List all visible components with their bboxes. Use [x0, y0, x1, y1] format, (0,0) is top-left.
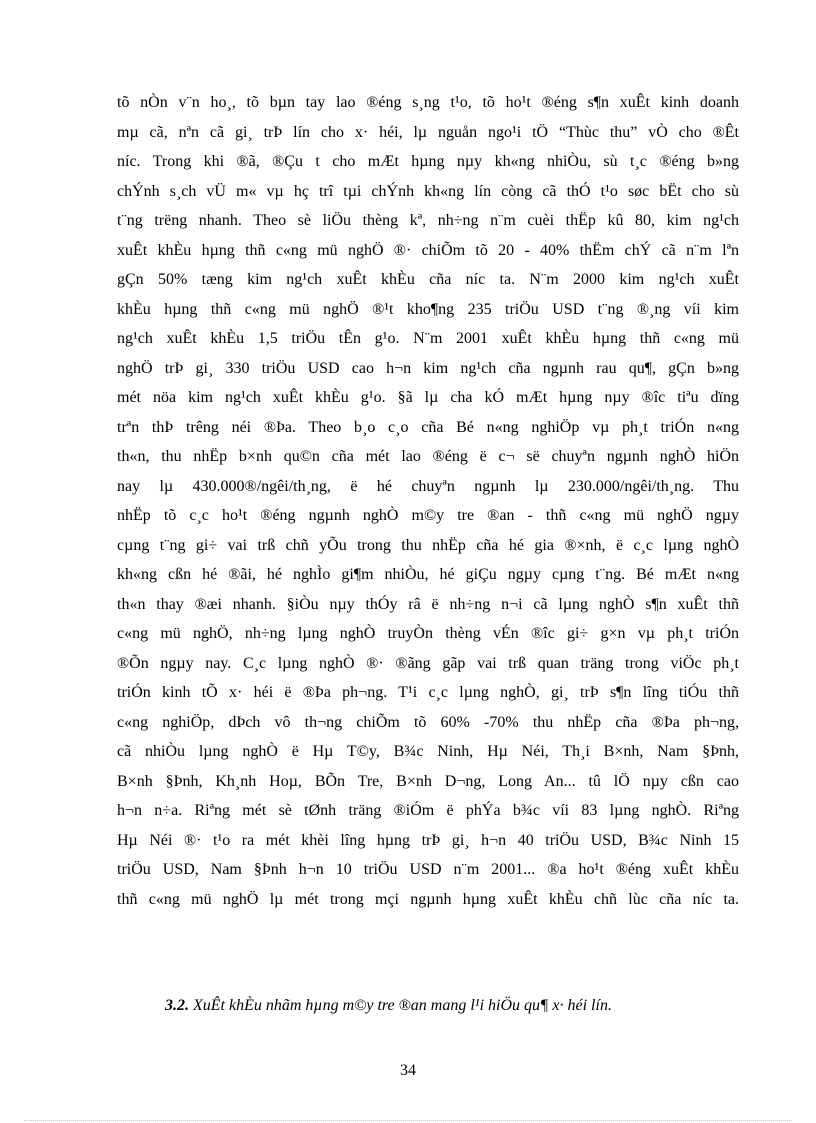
paragraph-line: ng¹ch xuÊt khÈu 1,5 triÖu tÊn g¹o. N¨m 2001 xuÊt khÈu hµng thñ c«ng mü	[117, 330, 739, 347]
paragraph-line: xuÊt khÈu hµng thñ c«ng mü nghÖ ®· chiÕm tõ 20 - 40% thËm chÝ cã n¨m lªn	[117, 241, 739, 259]
paragraph-line: ®Õn ngµy nay. C¸c lµng nghÒ ®· ®ãng gãp vai trß quan träng trong viÖc ph¸t	[117, 654, 739, 672]
paragraph-line: t¨ng trëng nhanh. Theo sè liÖu thèng kª, nh÷ng n¨m cuèi thËp kû 80, kim ng¹ch	[117, 212, 739, 229]
paragraph-line: B×nh §Þnh, Kh¸nh Hoµ, BÕn Tre, B×nh D¬ng, Long An... tû lÖ nµy cßn cao	[117, 772, 739, 790]
paragraph-line: thñ c«ng mü nghÖ lµ mét trong mçi ngµnh hµng xuÊt khÈu chñ lùc cña níc ta.	[117, 890, 739, 908]
section-number: 3.2.	[165, 997, 189, 1014]
page-bottom-divider	[24, 1120, 792, 1121]
paragraph-line: trªn thÞ trêng néi ®Þa. Theo b¸o c¸o cña Bé n«ng nghiÖp vµ ph¸t triÓn n«ng	[117, 418, 739, 436]
paragraph-line: nghÖ trÞ gi¸ 330 triÖu USD cao h¬n kim ng¹ch cña ngµnh rau qu¶, gÇn b»ng	[117, 359, 739, 377]
page-number: 34	[400, 1062, 416, 1079]
paragraph-line: th«n thay ®æi nhanh. §iÒu nµy thÓy râ ë nh÷ng n¬i cã lµng nghÒ s¶n xuÊt thñ	[117, 595, 739, 613]
paragraph-line: níc. Trong khi ®ã, ®Çu t cho mÆt hµng nµy kh«ng nhiÒu, sù t¸c ®éng b»ng	[117, 153, 739, 170]
section-heading	[165, 994, 612, 1018]
paragraph-line: th«n, thu nhËp b×nh qu©n cña mét lao ®éng ë c¬ së chuyªn ngµnh nghÒ hiÖn	[117, 448, 739, 465]
paragraph-line: mét nöa kim ng¹ch xuÊt khÈu g¹o. §ã lµ cha kÓ mÆt hµng nµy ®îc tiªu dïng	[117, 389, 739, 406]
paragraph-line: chÝnh s¸ch vÜ m« vµ hç trî tµi chÝnh kh«ng lín còng cã thÓ t¹o søc bËt cho sù	[117, 182, 739, 200]
paragraph-line: Hµ Néi ®· t¹o ra mét khèi lîng hµng trÞ gi¸ h¬n 40 triÖu USD, B¾c Ninh 15	[117, 831, 739, 849]
paragraph-line: gÇn 50% tæng kim ng¹ch xuÊt khÈu cña níc ta. N¨m 2000 kim ng¹ch xuÊt	[117, 271, 739, 288]
paragraph-line: cµng t¨ng gi÷ vai trß chñ yÕu trong thu nhËp cña hé gia ®×nh, ë c¸c lµng nghÒ	[117, 536, 739, 554]
body-paragraph	[117, 88, 739, 914]
paragraph-line: nhËp tõ c¸c ho¹t ®éng ngµnh nghÒ m©y tre ®an - thñ c«ng mü nghÖ ngµy	[117, 507, 739, 524]
paragraph-line: mµ cã, nªn cã gi¸ trÞ lín cho x· héi, lµ nguån ngo¹i tÖ “Thùc thu” vÒ cho ®Êt	[117, 123, 739, 141]
paragraph-line: triÓn kinh tÕ x· héi ë ®Þa ph¬ng. T¹i c¸c lµng nghÒ, gi¸ trÞ s¶n lîng tiÓu thñ	[117, 684, 739, 701]
paragraph-line: h¬n n÷a. Riªng mét sè tØnh träng ®iÓm ë phÝa b¾c víi 83 lµng nghÒ. Riªng	[117, 802, 739, 819]
section-title: XuÊt khÈu nhãm hµng m©y tre ®an mang l¹i hiÖu qu¶ x· héi lín.	[189, 997, 612, 1014]
paragraph-line: nay lµ 430.000®/ngêi/th¸ng, ë hé chuyªn ngµnh lµ 230.000/ngêi/th¸ng. Thu	[117, 477, 739, 495]
paragraph-line: khÈu hµng thñ c«ng mü nghÖ ®¹t kho¶ng 235 triÖu USD t¨ng ®¸ng víi kim	[117, 300, 739, 318]
paragraph-line: c«ng nghiÖp, dÞch vô th¬ng chiÕm tõ 60% -70% thu nhËp cña ®Þa ph¬ng,	[117, 713, 739, 731]
paragraph-line: triÖu USD, Nam §Þnh h¬n 10 triÖu USD n¨m 2001... ®a ho¹t ®éng xuÊt khÈu	[117, 861, 739, 878]
paragraph-line: tõ nÒn v¨n ho¸, tõ bµn tay lao ®éng s¸ng t¹o, tõ ho¹t ®éng s¶n xuÊt kinh doanh	[117, 94, 739, 111]
paragraph-line: kh«ng cßn hé ®ãi, hé nghÌo gi¶m nhiÒu, hé giÇu ngµy cµng t¨ng. Bé mÆt n«ng	[117, 566, 739, 583]
paragraph-line: c«ng mü nghÖ, nh÷ng lµng nghÒ truyÒn thèng vÉn ®îc gi÷ g×n vµ ph¸t triÓn	[117, 625, 739, 642]
paragraph-line: cã nhiÒu lµng nghÒ ë Hµ T©y, B¾c Ninh, Hµ Néi, Th¸i B×nh, Nam §Þnh,	[117, 743, 739, 760]
